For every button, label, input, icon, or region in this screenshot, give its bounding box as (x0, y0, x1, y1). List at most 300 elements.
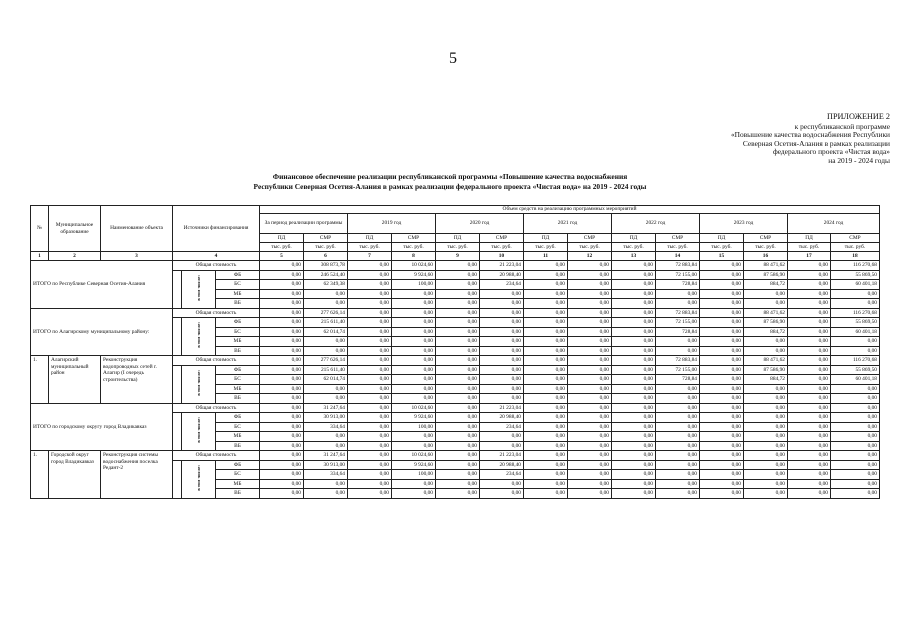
value-cell: 0,00 (612, 289, 656, 299)
header-unit: тыс. руб. (436, 243, 480, 252)
value-cell: 334,64 (304, 422, 348, 432)
header-year: 2020 год (436, 214, 524, 234)
value-cell: 0,00 (788, 413, 831, 423)
value-cell: 0,00 (480, 432, 524, 442)
value-cell: 0,00 (831, 289, 880, 299)
value-cell: 0,00 (831, 489, 880, 499)
row-number: 1. (31, 356, 49, 404)
value-cell: 20 988,40 (480, 270, 524, 280)
value-cell: 0,00 (656, 384, 700, 394)
value-cell: 0,00 (612, 451, 656, 461)
group-total-label: ИТОГО по Республике Северная Осетия-Алания (31, 261, 173, 309)
header-pd: ПД (348, 234, 392, 243)
value-cell: 88 471,62 (744, 261, 788, 271)
value-cell: 0,00 (568, 327, 612, 337)
value-cell: 0,00 (612, 261, 656, 271)
value-cell: 0,00 (700, 470, 744, 480)
value-cell: 0,00 (656, 451, 700, 461)
value-cell: 0,00 (788, 308, 831, 318)
value-cell: 0,00 (480, 337, 524, 347)
value-cell: 0,00 (436, 441, 480, 451)
value-cell: 0,00 (568, 451, 612, 461)
value-cell: 0,00 (480, 384, 524, 394)
value-cell: 72 883,84 (656, 308, 700, 318)
value-cell: 0,00 (788, 289, 831, 299)
source-label: МБ (216, 337, 260, 347)
value-cell: 55 869,50 (831, 365, 880, 375)
spacer-cell (173, 318, 182, 356)
value-cell: 0,00 (436, 422, 480, 432)
value-cell: 0,00 (524, 356, 568, 366)
value-cell: 0,00 (524, 261, 568, 271)
value-cell: 0,00 (612, 356, 656, 366)
value-cell: 0,00 (788, 346, 831, 356)
column-number: 10 (480, 252, 524, 261)
value-cell: 0,00 (612, 384, 656, 394)
value-cell: 277 626,14 (304, 308, 348, 318)
value-cell: 0,00 (612, 413, 656, 423)
value-cell: 0,00 (524, 489, 568, 499)
source-label: ФБ (216, 413, 260, 423)
value-cell: 728,84 (656, 375, 700, 385)
value-cell: 0,00 (612, 489, 656, 499)
value-cell: 0,00 (348, 270, 392, 280)
value-cell: 0,00 (700, 270, 744, 280)
value-cell: 0,00 (436, 327, 480, 337)
value-cell: 0,00 (700, 479, 744, 489)
value-cell: 0,00 (260, 422, 304, 432)
value-cell: 0,00 (304, 479, 348, 489)
value-cell: 0,00 (524, 365, 568, 375)
value-cell: 72 155,00 (656, 318, 700, 328)
table-row (31, 308, 880, 318)
value-cell: 0,00 (480, 356, 524, 366)
value-cell: 0,00 (524, 337, 568, 347)
appendix-block (690, 113, 890, 166)
value-cell: 0,00 (260, 346, 304, 356)
value-cell: 0,00 (524, 394, 568, 404)
value-cell: 20 988,40 (480, 460, 524, 470)
value-cell: 0,00 (700, 308, 744, 318)
value-cell: 0,00 (700, 394, 744, 404)
in-that-number-label (182, 365, 216, 403)
value-cell: 0,00 (524, 451, 568, 461)
value-cell: 0,00 (392, 289, 436, 299)
header-pd: ПД (260, 234, 304, 243)
value-cell: 0,00 (392, 308, 436, 318)
header-year: 2019 год (348, 214, 436, 234)
value-cell: 0,00 (700, 375, 744, 385)
header-sources: Источники финансирования (173, 206, 260, 252)
column-number: 2 (49, 252, 101, 261)
value-cell: 0,00 (348, 413, 392, 423)
object-name: Реконструкция системы водоснабжения поселка Редант-2 (101, 451, 173, 499)
spacer-cell (173, 460, 182, 498)
value-cell: 0,00 (568, 356, 612, 366)
value-cell: 0,00 (656, 337, 700, 347)
value-cell: 0,00 (612, 337, 656, 347)
value-cell: 728,84 (656, 280, 700, 290)
table-row (31, 451, 880, 461)
value-cell: 0,00 (480, 308, 524, 318)
value-cell: 0,00 (700, 403, 744, 413)
municipality-name: Алагирский муниципальный район (49, 356, 101, 404)
value-cell: 0,00 (304, 346, 348, 356)
header-smr: СМР (656, 234, 700, 243)
value-cell: 0,00 (524, 346, 568, 356)
header-period-total: За период реализации программы (260, 214, 348, 234)
value-cell: 72 883,84 (656, 356, 700, 366)
value-cell: 0,00 (568, 489, 612, 499)
value-cell: 0,00 (700, 337, 744, 347)
value-cell: 0,00 (348, 375, 392, 385)
value-cell: 0,00 (524, 375, 568, 385)
value-cell: 0,00 (348, 460, 392, 470)
document-title-line: Финансовое обеспечение реализации республиканской программы «Повышение качества водоснабжения (272, 172, 628, 181)
value-cell: 246 524,40 (304, 270, 348, 280)
value-cell: 0,00 (304, 384, 348, 394)
header-year: 2022 год (612, 214, 700, 234)
value-cell: 0,00 (612, 375, 656, 385)
value-cell: 20 988,40 (480, 413, 524, 423)
value-cell: 0,00 (524, 299, 568, 309)
value-cell: 0,00 (788, 261, 831, 271)
appendix-line: к республиканской программе (794, 121, 890, 131)
header-year: 2024 год (788, 214, 880, 234)
value-cell: 0,00 (700, 299, 744, 309)
value-cell: 0,00 (831, 451, 880, 461)
value-cell: 0,00 (260, 451, 304, 461)
value-cell: 0,00 (392, 337, 436, 347)
value-cell: 100,00 (392, 470, 436, 480)
value-cell: 0,00 (304, 432, 348, 442)
value-cell: 0,00 (700, 356, 744, 366)
value-cell: 0,00 (480, 375, 524, 385)
header-unit: тыс. руб. (568, 243, 612, 252)
value-cell: 0,00 (568, 479, 612, 489)
value-cell: 0,00 (348, 489, 392, 499)
value-cell: 0,00 (700, 365, 744, 375)
value-cell: 0,00 (788, 280, 831, 290)
header-pd: ПД (700, 234, 744, 243)
source-label: ФБ (216, 270, 260, 280)
value-cell: 0,00 (260, 299, 304, 309)
value-cell: 0,00 (656, 413, 700, 423)
value-cell: 0,00 (436, 318, 480, 328)
value-cell: 0,00 (612, 327, 656, 337)
value-cell: 0,00 (744, 289, 788, 299)
value-cell: 0,00 (568, 470, 612, 480)
value-cell: 0,00 (700, 413, 744, 423)
value-cell: 0,00 (568, 413, 612, 423)
value-cell: 0,00 (788, 460, 831, 470)
value-cell: 0,00 (831, 460, 880, 470)
value-cell: 0,00 (656, 422, 700, 432)
header-year: 2023 год (700, 214, 788, 234)
header-unit: тыс. руб. (348, 243, 392, 252)
value-cell: 0,00 (392, 365, 436, 375)
value-cell: 0,00 (348, 422, 392, 432)
column-number: 16 (744, 252, 788, 261)
value-cell: 0,00 (524, 479, 568, 489)
value-cell: 0,00 (348, 346, 392, 356)
value-cell: 0,00 (656, 470, 700, 480)
spacer-cell (173, 365, 182, 403)
source-label: МБ (216, 479, 260, 489)
value-cell: 0,00 (788, 403, 831, 413)
value-cell: 0,00 (612, 441, 656, 451)
value-cell: 0,00 (568, 432, 612, 442)
source-label: МБ (216, 432, 260, 442)
header-unit: тыс. руб. (788, 243, 831, 252)
value-cell: 0,00 (524, 384, 568, 394)
value-cell: 0,00 (788, 470, 831, 480)
value-cell: 0,00 (744, 346, 788, 356)
value-cell: 0,00 (480, 489, 524, 499)
value-cell: 0,00 (568, 365, 612, 375)
value-cell: 31 247,64 (304, 451, 348, 461)
value-cell: 0,00 (436, 479, 480, 489)
value-cell: 0,00 (436, 413, 480, 423)
source-label: БС (216, 470, 260, 480)
value-cell: 0,00 (524, 432, 568, 442)
header-unit: тыс. руб. (392, 243, 436, 252)
value-cell: 0,00 (348, 384, 392, 394)
source-total-label: Общая стоимость (173, 356, 260, 366)
value-cell: 334,64 (304, 470, 348, 480)
value-cell: 0,00 (480, 299, 524, 309)
source-total-label: Общая стоимость (173, 403, 260, 413)
value-cell: 884,72 (744, 375, 788, 385)
value-cell: 0,00 (656, 346, 700, 356)
column-number: 15 (700, 252, 744, 261)
value-cell: 0,00 (260, 489, 304, 499)
value-cell: 0,00 (348, 280, 392, 290)
value-cell: 0,00 (480, 365, 524, 375)
header-unit: тыс. руб. (656, 243, 700, 252)
value-cell: 0,00 (788, 270, 831, 280)
header-municipality: Муниципальное образование (49, 206, 101, 252)
value-cell: 0,00 (436, 470, 480, 480)
value-cell: 30 913,00 (304, 413, 348, 423)
source-label: БС (216, 422, 260, 432)
appendix-line: федерального проекта «Чистая вода» (772, 147, 890, 157)
value-cell: 0,00 (260, 318, 304, 328)
value-cell: 0,00 (260, 365, 304, 375)
source-label: ВБ (216, 394, 260, 404)
header-volume: Объем средств на реализацию программных мероприятий (260, 206, 880, 214)
value-cell: 0,00 (260, 375, 304, 385)
value-cell: 0,00 (304, 441, 348, 451)
value-cell: 308 873,78 (304, 261, 348, 271)
in-that-number-text: в том числе: (196, 464, 201, 491)
value-cell: 0,00 (436, 384, 480, 394)
value-cell: 234,64 (480, 470, 524, 480)
appendix-title: ПРИЛОЖЕНИЕ 2 (827, 112, 890, 121)
header-smr: СМР (744, 234, 788, 243)
value-cell: 215 611,40 (304, 365, 348, 375)
value-cell: 0,00 (304, 289, 348, 299)
value-cell: 0,00 (436, 394, 480, 404)
header-smr: СМР (568, 234, 612, 243)
value-cell: 0,00 (568, 403, 612, 413)
column-number: 7 (348, 252, 392, 261)
value-cell: 0,00 (831, 441, 880, 451)
value-cell: 0,00 (788, 299, 831, 309)
value-cell: 60 401,18 (831, 327, 880, 337)
header-unit: тыс. руб. (524, 243, 568, 252)
value-cell: 0,00 (392, 375, 436, 385)
source-label: ВБ (216, 346, 260, 356)
column-number: 5 (260, 252, 304, 261)
value-cell: 0,00 (788, 394, 831, 404)
value-cell: 0,00 (392, 318, 436, 328)
value-cell: 0,00 (436, 270, 480, 280)
value-cell: 0,00 (700, 422, 744, 432)
value-cell: 0,00 (788, 384, 831, 394)
value-cell: 0,00 (436, 460, 480, 470)
value-cell: 0,00 (788, 441, 831, 451)
value-cell: 0,00 (744, 422, 788, 432)
value-cell: 0,00 (392, 489, 436, 499)
spacer-cell (173, 270, 182, 308)
source-total-label: Общая стоимость (173, 261, 260, 271)
source-label: БС (216, 280, 260, 290)
value-cell: 0,00 (568, 422, 612, 432)
value-cell: 0,00 (788, 327, 831, 337)
value-cell: 0,00 (392, 327, 436, 337)
value-cell: 234,64 (480, 422, 524, 432)
value-cell: 0,00 (700, 280, 744, 290)
value-cell: 0,00 (524, 327, 568, 337)
value-cell: 87 586,90 (744, 318, 788, 328)
value-cell: 0,00 (612, 318, 656, 328)
value-cell: 0,00 (788, 365, 831, 375)
value-cell: 0,00 (656, 441, 700, 451)
value-cell: 0,00 (831, 470, 880, 480)
value-cell: 0,00 (744, 299, 788, 309)
value-cell: 0,00 (260, 394, 304, 404)
value-cell: 87 586,90 (744, 270, 788, 280)
source-label: ВБ (216, 299, 260, 309)
value-cell: 0,00 (568, 289, 612, 299)
in-that-number-label (182, 413, 216, 451)
value-cell: 0,00 (260, 384, 304, 394)
value-cell: 0,00 (436, 289, 480, 299)
group-total-label: ИТОГО по Алагирскому муниципальному району: (31, 308, 173, 356)
value-cell: 0,00 (568, 308, 612, 318)
value-cell: 9 924,60 (392, 460, 436, 470)
value-cell: 0,00 (700, 460, 744, 470)
value-cell: 0,00 (568, 441, 612, 451)
value-cell: 72 883,84 (656, 261, 700, 271)
value-cell: 0,00 (700, 327, 744, 337)
value-cell: 0,00 (348, 365, 392, 375)
document-title-line: Республики Северная Осетия-Алания в рамках реализации федерального проекта «Чистая вода» на 2019 - 2024 годы (253, 182, 647, 191)
value-cell: 0,00 (831, 394, 880, 404)
value-cell: 0,00 (260, 270, 304, 280)
group-total-label: ИТОГО по городскому округу город Владикавказ (31, 403, 173, 451)
value-cell: 0,00 (436, 308, 480, 318)
value-cell: 0,00 (524, 413, 568, 423)
value-cell: 0,00 (612, 270, 656, 280)
value-cell: 0,00 (568, 375, 612, 385)
header-object: Наименование объекта (101, 206, 173, 252)
value-cell: 0,00 (831, 479, 880, 489)
value-cell: 72 155,00 (656, 365, 700, 375)
source-label: МБ (216, 289, 260, 299)
value-cell: 0,00 (612, 394, 656, 404)
in-that-number-text: в том числе: (196, 322, 201, 349)
value-cell: 0,00 (436, 451, 480, 461)
value-cell: 0,00 (260, 337, 304, 347)
value-cell: 0,00 (700, 451, 744, 461)
value-cell: 0,00 (568, 394, 612, 404)
value-cell: 0,00 (700, 441, 744, 451)
value-cell: 0,00 (612, 280, 656, 290)
value-cell: 215 611,40 (304, 318, 348, 328)
value-cell: 0,00 (788, 489, 831, 499)
value-cell: 0,00 (700, 289, 744, 299)
value-cell: 0,00 (304, 337, 348, 347)
header-pd: ПД (788, 234, 831, 243)
value-cell: 0,00 (524, 422, 568, 432)
value-cell: 0,00 (348, 470, 392, 480)
value-cell: 0,00 (348, 299, 392, 309)
value-cell: 0,00 (831, 384, 880, 394)
header-pd: ПД (612, 234, 656, 243)
column-number: 9 (436, 252, 480, 261)
value-cell: 0,00 (700, 489, 744, 499)
value-cell: 0,00 (480, 318, 524, 328)
value-cell: 31 247,64 (304, 403, 348, 413)
column-number: 11 (524, 252, 568, 261)
value-cell: 0,00 (392, 299, 436, 309)
value-cell: 234,64 (480, 280, 524, 290)
header-unit: тыс. руб. (831, 243, 880, 252)
value-cell: 55 869,50 (831, 270, 880, 280)
value-cell: 0,00 (348, 327, 392, 337)
value-cell: 60 401,18 (831, 375, 880, 385)
value-cell: 0,00 (524, 289, 568, 299)
value-cell: 0,00 (568, 299, 612, 309)
value-cell: 0,00 (788, 318, 831, 328)
value-cell: 0,00 (480, 479, 524, 489)
value-cell: 0,00 (436, 337, 480, 347)
header-unit: тыс. руб. (744, 243, 788, 252)
value-cell: 0,00 (656, 403, 700, 413)
value-cell: 10 024,60 (392, 451, 436, 461)
value-cell: 0,00 (831, 413, 880, 423)
value-cell: 0,00 (436, 365, 480, 375)
header-unit: тыс. руб. (304, 243, 348, 252)
value-cell: 0,00 (612, 299, 656, 309)
column-number: 13 (612, 252, 656, 261)
value-cell: 0,00 (568, 384, 612, 394)
value-cell: 0,00 (348, 479, 392, 489)
source-label: МБ (216, 384, 260, 394)
value-cell: 0,00 (568, 280, 612, 290)
appendix-line: «Повышение качества водоснабжения Республики (730, 130, 890, 140)
value-cell: 0,00 (656, 394, 700, 404)
value-cell: 0,00 (260, 479, 304, 489)
column-number: 17 (788, 252, 831, 261)
in-that-number-text: в том числе: (196, 274, 201, 301)
value-cell: 0,00 (260, 432, 304, 442)
value-cell: 0,00 (480, 327, 524, 337)
value-cell: 60 401,18 (831, 280, 880, 290)
spacer-cell (173, 413, 182, 451)
